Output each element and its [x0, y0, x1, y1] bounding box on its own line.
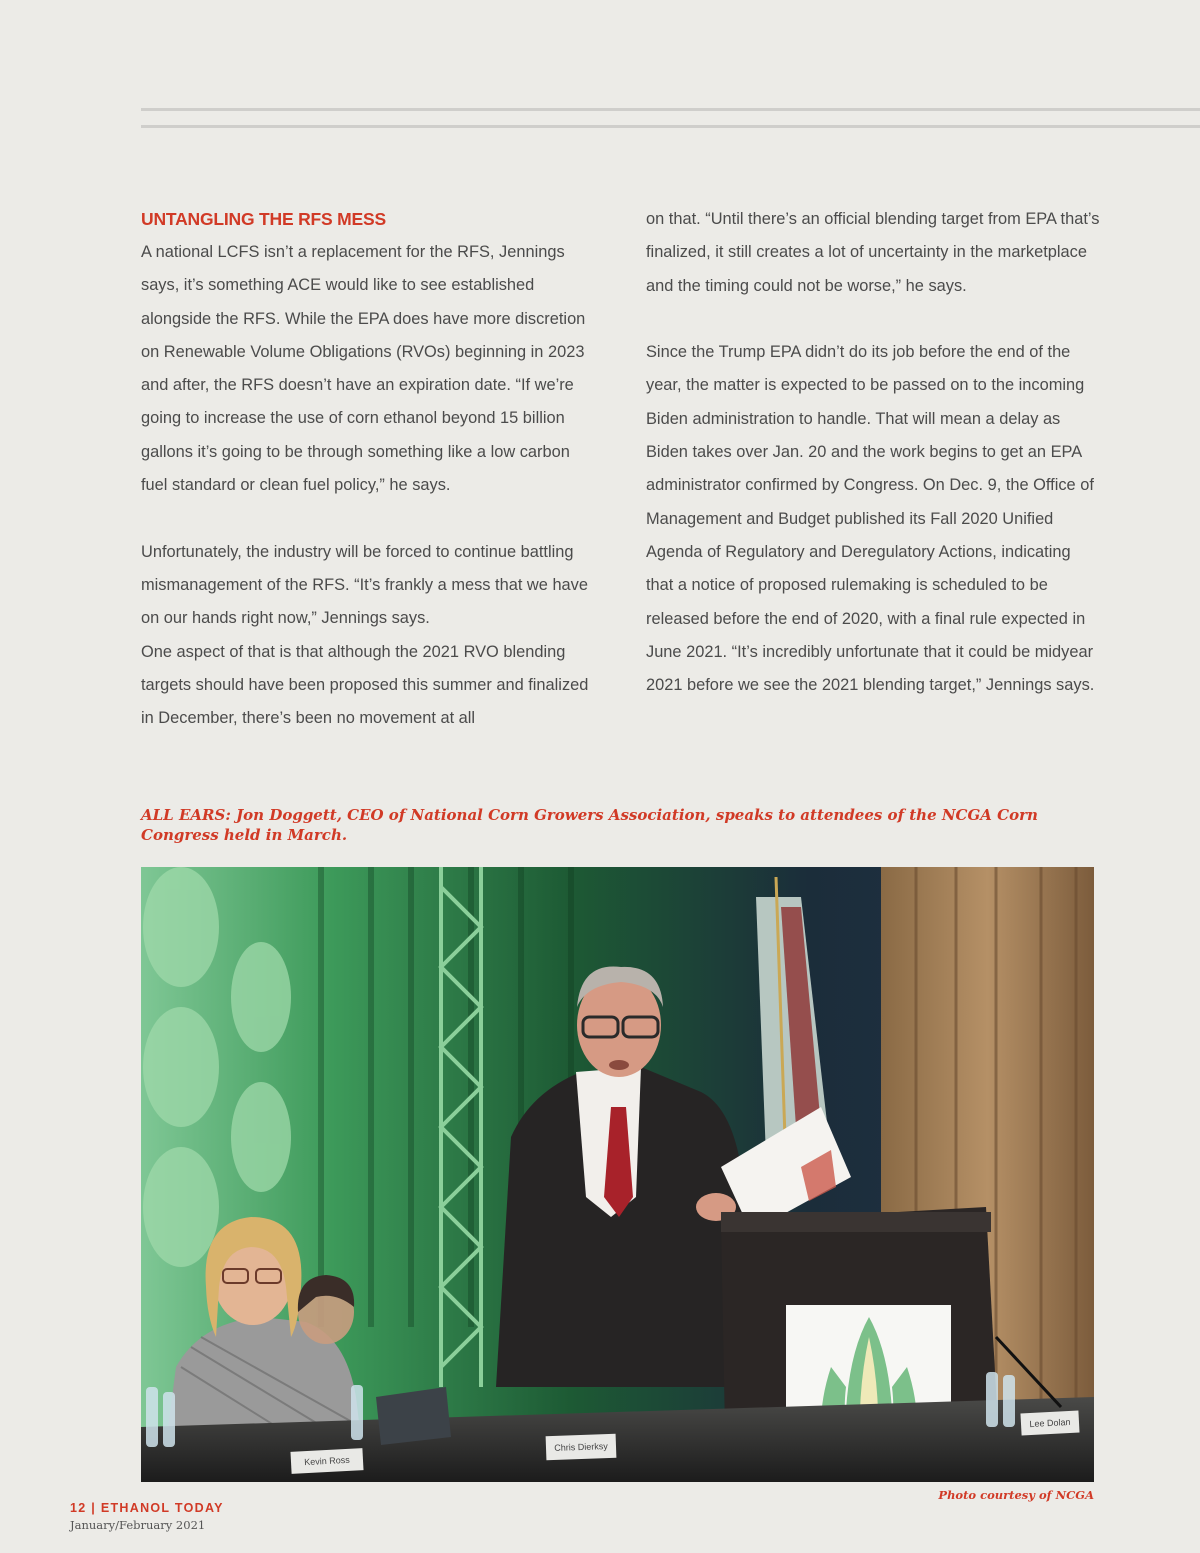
article-paragraph: A national LCFS isn’t a replacement for the RFS, Jennings says, it’s something ACE would like to see established alongside the RFS. While the EPA does have more discretion on Renewable Volume Obligations (RVOs) beginning in 2023 and after, the RFS doesn’t have an expiration date. “If we’re going to increase the use of corn ethanol beyond 15 billion gallons it’s going to be through something like a low carbon fuel standard or clean fuel policy,” he says.: [141, 243, 586, 495]
page-number-magazine-title: 12 | ETHANOL TODAY: [70, 1501, 224, 1515]
article-column-left: [141, 203, 593, 735]
article-paragraph: One aspect of that is that although the 2021 RVO blending targets should have been proposed this summer and finalized in December, there’s been no movement at all: [141, 642, 589, 728]
photo-credit: Photo courtesy of NCGA: [938, 1488, 1094, 1502]
article-column-right: [646, 203, 1101, 702]
article-paragraph: Unfortunately, the industry will be forced to continue battling mismanagement of the RFS. “It’s frankly a mess that we have on our hands right now,” Jennings says.: [141, 542, 588, 628]
article-paragraph: on that. “Until there’s an official blending target from EPA that’s finalized, it still creates a lot of uncertainty in the marketplace and the timing could not be worse,” he says.: [646, 210, 1100, 295]
article-paragraph: Since the Trump EPA didn’t do its job before the end of the year, the matter is expected to be passed on to the incoming Biden administration to handle. That will mean a delay as Biden takes over Jan. 20 and the work begins to get an EPA administrator confirmed by Congress. On Dec. 9, the Office of Management and Budget published its Fall 2020 Unified Agenda of Regulatory and Deregulatory Actions, indicating that a notice of proposed rulemaking is scheduled to be released before the end of 2020, with a final rule expected in June 2021. “It’s incredibly unfortunate that it could be midyear 2021 before we see the 2021 blending target,” Jennings says.: [646, 343, 1095, 695]
photo-speaker-at-podium: [141, 867, 1094, 1482]
nameplate: Chris Dierksy: [546, 1434, 617, 1460]
nameplate: Kevin Ross: [290, 1448, 363, 1474]
nameplate: Lee Dolan: [1020, 1410, 1079, 1435]
section-heading: UNTANGLING THE RFS MESS: [141, 209, 386, 229]
top-rule: [141, 108, 1200, 111]
photo-caption: ALL EARS: Jon Doggett, CEO of National Corn Growers Association, speaks to attendees of the NCGA Corn Congress held in March.: [141, 806, 1038, 844]
top-rule-secondary: [141, 125, 1200, 128]
issue-date: January/February 2021: [70, 1518, 206, 1532]
